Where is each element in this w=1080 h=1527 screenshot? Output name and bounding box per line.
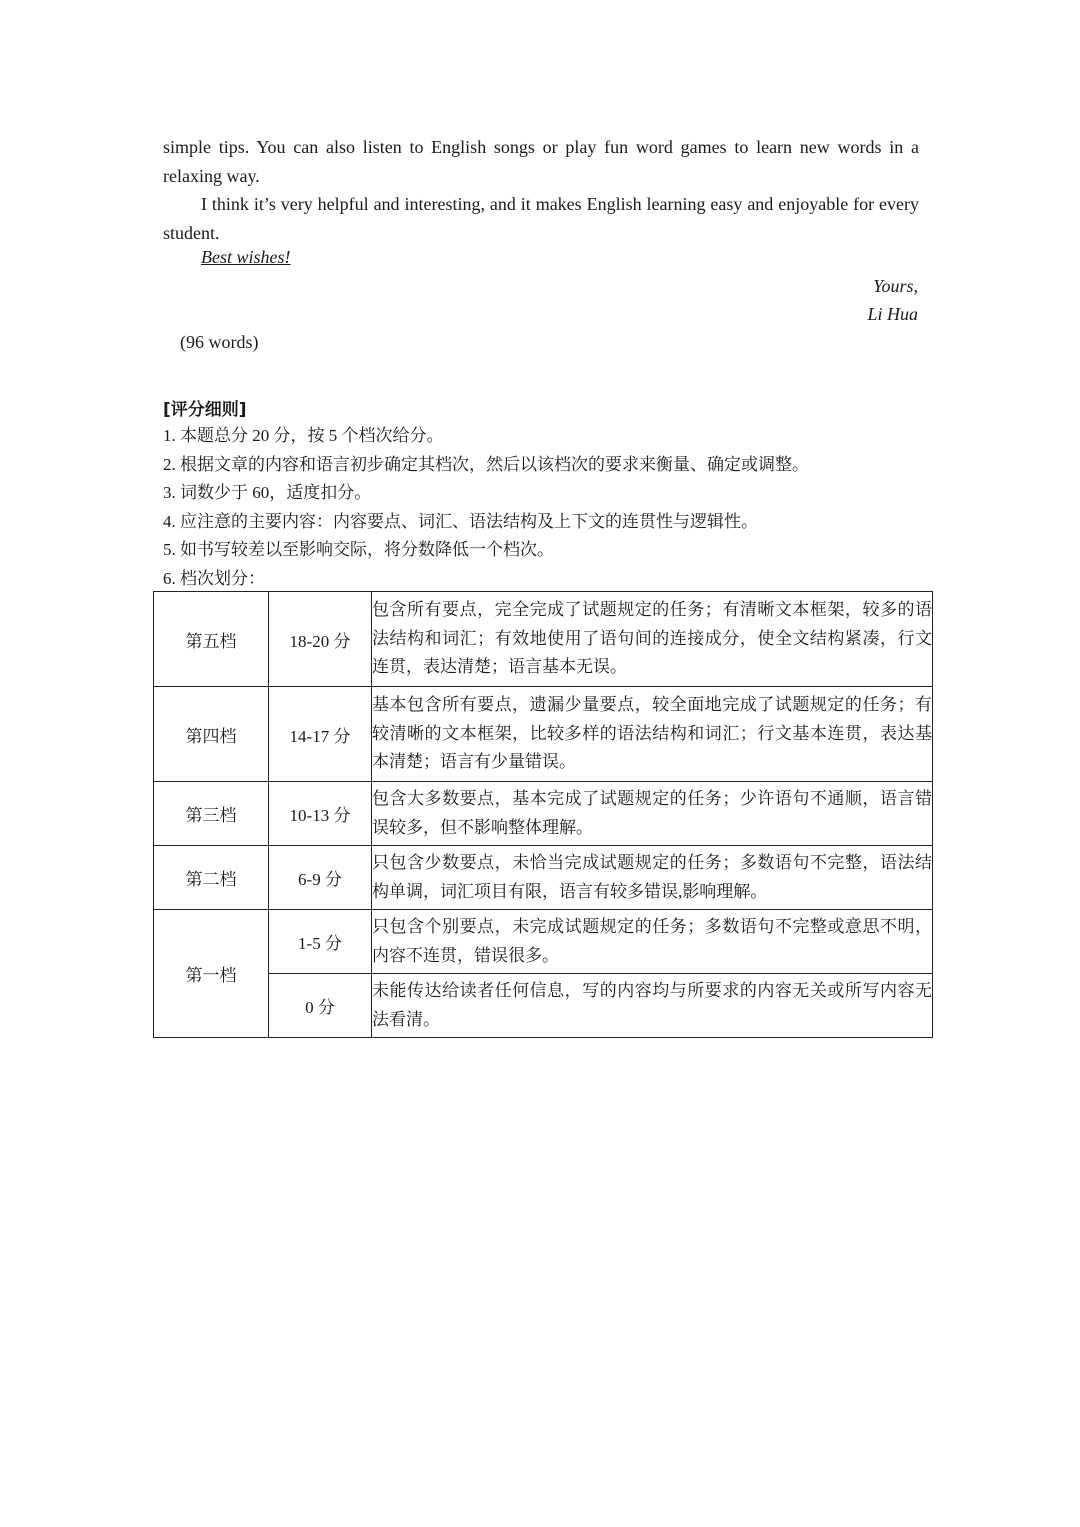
- letter-sign-off: Yours,: [873, 276, 918, 296]
- rule-item: 2. 根据文章的内容和语言初步确定其档次，然后以该档次的要求来衡量、确定或调整。: [163, 454, 809, 474]
- table-row: [154, 910, 933, 974]
- rule-item: 3. 词数少于 60，适度扣分。: [163, 483, 372, 502]
- level-cell: 第一档: [154, 910, 269, 1038]
- letter-paragraph-1: simple tips. You can also listen to English songs or play fun word games to learn new words in a relaxing way.: [163, 137, 919, 186]
- description-cell: 只包含个别要点，未完成试题规定的任务；多数语句不完整或意思不明，内容不连贯，错误很多。: [372, 910, 933, 974]
- score-cell: 6-9 分: [269, 846, 372, 910]
- level-cell: 第三档: [154, 782, 269, 846]
- table-row: [154, 782, 933, 846]
- rule-item: 6. 档次划分：: [163, 568, 265, 588]
- rule-item: 1. 本题总分 20 分，按 5 个档次给分。: [163, 426, 444, 445]
- score-cell: 10-13 分: [269, 782, 372, 846]
- table-row: [154, 846, 933, 910]
- letter-closing: Best wishes!: [201, 247, 291, 267]
- score-cell: 14-17 分: [269, 687, 372, 782]
- score-cell: 0 分: [269, 974, 372, 1038]
- table-row: [154, 687, 933, 782]
- description-cell: 未能传达给读者任何信息，写的内容均与所要求的内容无关或所写内容无法看清。: [372, 974, 933, 1038]
- description-cell: 基本包含所有要点，遗漏少量要点，较全面地完成了试题规定的任务；有较清晰的文本框架，比较多样的语法结构和词汇；行文基本连贯，表达基本清楚；语言有少量错误。: [372, 687, 933, 782]
- word-count: (96 words): [180, 332, 259, 352]
- level-cell: 第四档: [154, 687, 269, 782]
- level-cell: 第二档: [154, 846, 269, 910]
- table-row: [154, 974, 933, 1038]
- rule-item: 4. 应注意的主要内容：内容要点、词汇、语法结构及上下文的连贯性与逻辑性。: [163, 511, 758, 531]
- rules-list: [163, 422, 809, 593]
- table-row: [154, 592, 933, 687]
- level-cell: 第五档: [154, 592, 269, 687]
- description-cell: 只包含少数要点，未恰当完成试题规定的任务；多数语句不完整，语法结构单调，词汇项目有限，语言有较多错误,影响理解。: [372, 846, 933, 910]
- rule-item: 5. 如书写较差以至影响交际，将分数降低一个档次。: [163, 540, 554, 559]
- rules-title: [评分细则]: [163, 400, 247, 420]
- letter-paragraph-2: I think it’s very helpful and interesting, and it makes English learning easy and enjoyable for every student.: [163, 194, 919, 243]
- score-cell: 18-20 分: [269, 592, 372, 687]
- grade-table: [153, 591, 933, 1038]
- description-cell: 包含所有要点，完全完成了试题规定的任务；有清晰文本框架，较多的语法结构和词汇；有效地使用了语句间的连接成分，使全文结构紧凑，行文连贯，表达清楚；语言基本无误。: [372, 592, 933, 687]
- description-cell: 包含大多数要点，基本完成了试题规定的任务；少许语句不通顺，语言错误较多，但不影响整体理解。: [372, 782, 933, 846]
- score-cell: 1-5 分: [269, 910, 372, 974]
- letter-signature: Li Hua: [867, 304, 918, 324]
